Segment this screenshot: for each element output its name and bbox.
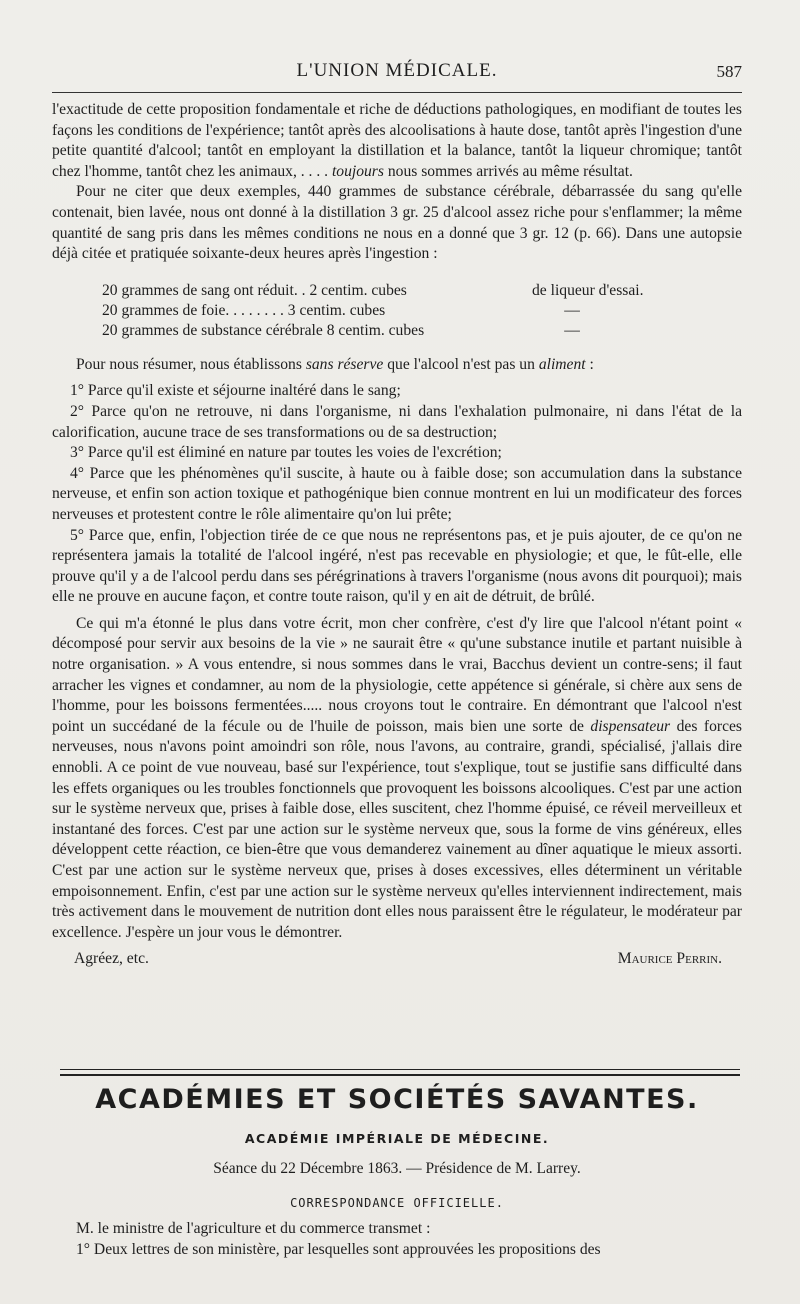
- table-cell: 20 grammes de substance cérébrale 8 centim. cubes: [102, 321, 425, 339]
- text-run: des forces nerveuses, nous n'avons point amoindri son rôle, nous l'avons, au contraire, grandi, spécialisé, j'allais dire ennobli. A ce point de vue nouveau, basé sur l'expérience, tout s'explique, tout se justifie sans difficulté dans les effets organiques ou les troubles fonctionnels que provoquent les boissons alcooliques. C'est par une action sur le système nerveux que, prises à faible dose, elles suscitent, chez l'homme épuisé, ce réveil merveilleux et instantané des forces. C'est par une action sur le système nerveux que, sous la forme de vins généreux, elles développent cette réaction, ce bien-être que vous demanderez vainement au dîner aquatique le mieux assorti. C'est par une action sur le système nerveux que, prises à doses excessives, elles déterminent un véritable empoisonnement. Enfin, c'est par une action sur le système nerveux qu'elles interviennent indirectement, mais très activement dans le mouvement de nutrition dont elles nous paraissent être le régulateur, le modérateur par excellence. J'espère un jour vous le démontrer.: [52, 717, 742, 941]
- paragraph-summary: [52, 355, 742, 376]
- table-cell: 20 grammes de foie. . . . . . . . 3 centim. cubes: [102, 301, 386, 319]
- table-row: [102, 281, 742, 301]
- section-line: 1° Deux lettres de son ministère, par lesquelles sont approuvées les propositions des: [76, 1241, 601, 1258]
- table-row: [102, 321, 742, 341]
- list-item: 2° Parce qu'on ne retrouve, ni dans l'organisme, ni dans l'exhalation pulmonaire, ni dans l'état de la calorification, aucune trace de ses transformations ou de sa destruction;: [52, 402, 742, 441]
- measurement-table: [102, 281, 742, 341]
- text-run: l'exactitude de cette proposition fondamentale et riche de déductions pathologiques, en modifiant de toutes les façons les conditions de l'expérience; tantôt après des alcoolisations à haute dose, tantôt après l'ingestion d'une petite quantité d'alcool; tantôt en employant la distillation et la balance, tantôt la liqueur chromique; tantôt chez l'homme, tantôt chez les animaux, . . . .: [52, 101, 742, 180]
- running-title: L'UNION MÉDICALE.: [296, 60, 498, 81]
- table-cell: de liqueur d'essai.: [532, 281, 644, 299]
- article-body: [52, 100, 742, 970]
- italic-run: aliment: [538, 355, 586, 373]
- italic-run: dispensateur: [590, 717, 671, 735]
- section-rule: [60, 1074, 740, 1076]
- paragraph-1: [52, 100, 742, 182]
- closing-row: [52, 949, 742, 970]
- list-item: 3° Parce qu'il est éliminé en nature par toutes les voies de l'excrétion;: [70, 444, 502, 462]
- list-item: 4° Parce que les phénomènes qu'il suscite, à haute ou à faible dose; son accumulation dans la substance nerveuse, et enfin son action toxique et pathogénique bien connue montrent en lui un modificateur des forces nerveuses et protestent contre le rôle alimentaire qu'on lui prête;: [52, 464, 742, 523]
- italic-run: sans réserve: [305, 355, 384, 373]
- table-cell: 20 grammes de sang ont réduit. . 2 centim. cubes: [102, 281, 407, 299]
- signature: Maurice Perrin.: [617, 950, 722, 968]
- text-run: nous sommes arrivés au même résultat.: [383, 162, 633, 180]
- list-item: 5° Parce que, enfin, l'objection tirée de ce que nous ne représentons pas, et je puis ajouter, de ce qu'on ne représentera jamais la totalité de l'alcool ingéré, n'est pas recevable en physiologie; et que, le fût-elle, elle prouve qu'il y a de l'alcool perdu dans ses pérégrinations à travers l'organisme (nous avons dit pourquoi); mais elle ne prouve en aucune façon, et contre toute raison, qu'il y en ait de détruit, de brûlé.: [52, 526, 742, 606]
- text-run: :: [585, 355, 594, 373]
- correspondance-heading: CORRESPONDANCE OFFICIELLE.: [290, 1196, 504, 1210]
- table-row: [102, 301, 742, 321]
- list-item: 1° Parce qu'il existe et séjourne inaltéré dans le sang;: [70, 382, 401, 400]
- section-body: [52, 1218, 742, 1260]
- section-header: [52, 1082, 742, 1210]
- seance-line: Séance du 22 Décembre 1863. — Présidence de M. Larrey.: [213, 1160, 581, 1177]
- italic-run: toujours: [331, 162, 384, 180]
- closing: Agréez, etc.: [74, 950, 149, 968]
- table-cell: —: [564, 301, 580, 319]
- page-number: 587: [716, 62, 742, 81]
- text-run: Pour nous résumer, nous établissons: [76, 355, 306, 373]
- header-rule: [52, 92, 742, 93]
- academy-heading: ACADÉMIE IMPÉRIALE DE MÉDECINE.: [244, 1131, 550, 1146]
- paragraph-2: Pour ne citer que deux exemples, 440 grammes de substance cérébrale, débarrassée du sang qu'elle contenait, bien lavée, nous ont donné à la distillation 3 gr. 25 d'alcool assez riche pour s'enflammer; la même quantité de sang pris dans les mêmes conditions ne nous en a donné que 3 gr. 12 (p. 66). Dans une autopsie déjà citée et pratiquée soixante-deux heures après l'ingestion :: [52, 183, 742, 263]
- paragraph-4: [52, 614, 742, 944]
- section-line: M. le ministre de l'agriculture et du commerce transmet :: [76, 1220, 431, 1237]
- section-title: ACADÉMIES ET SOCIÉTÉS SAVANTES.: [95, 1084, 699, 1115]
- section-rule: [60, 1069, 740, 1070]
- table-cell: —: [564, 321, 580, 339]
- running-head: [52, 60, 742, 90]
- text-run: Ce qui m'a étonné le plus dans votre écrit, mon cher confrère, c'est d'y lire que l'alcool n'étant point « décomposé pour servir aux besoins de la vie » ne saurait être « qu'une substance inutile et partant nuisible à notre organisation. » A vous entendre, si nous sommes dans le vrai, Bacchus devient un contre-sens; il faut arracher les vignes et condamner, au nom de la physiologie, cette appétence si générale, si chère aux sens de l'homme, pour les boissons fermentées..... nous croyons tout le contraire. En démontrant que l'alcool n'est point un succédané de la fécule ou de l'huile de poisson, mais bien une sorte de: [52, 614, 742, 735]
- text-run: que l'alcool n'est pas un: [383, 355, 539, 373]
